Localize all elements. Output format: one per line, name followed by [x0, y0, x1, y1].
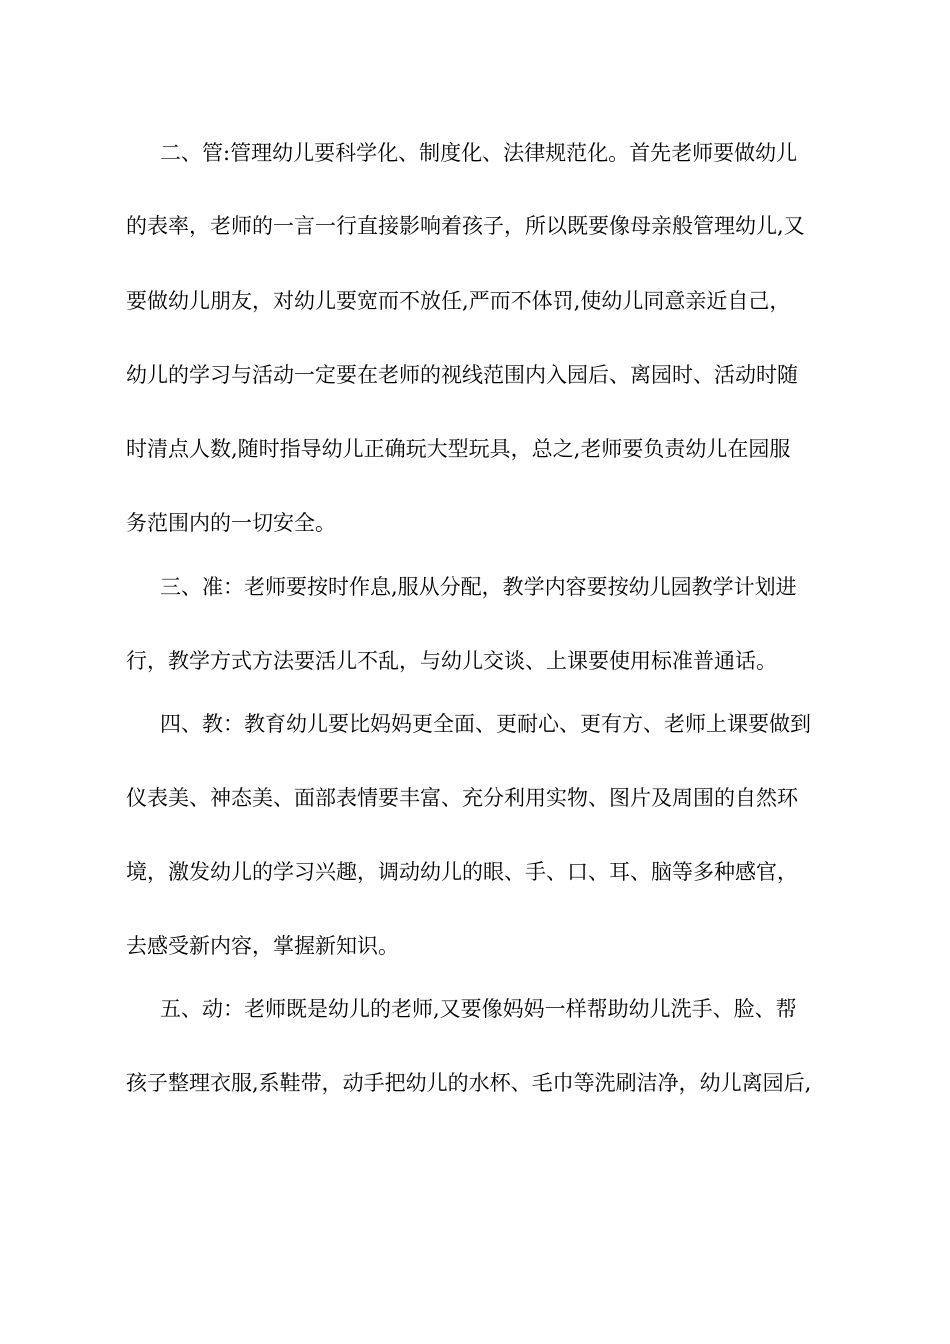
text-line: 五、动：老师既是幼儿的老师,又要像妈妈一样帮助幼儿洗手、脸、帮 [160, 997, 797, 1021]
text-line: 要做幼儿朋友，对幼儿要宽而不放任,严而不体罚,使幼儿同意亲近自己， [126, 289, 791, 313]
text-line: 的表率，老师的一言一行直接影响着孩子，所以既要像母亲般管理幼儿,又 [126, 214, 805, 238]
text-line: 幼儿的学习与活动一定要在老师的视线范围内入园后、离园时、活动时随 [126, 363, 798, 387]
text-line: 境，激发幼儿的学习兴趣，调动幼儿的眼、手、口、耳、脑等多种感官， [126, 860, 798, 884]
text-line: 行，教学方式方法要活儿不乱，与幼儿交谈、上课要使用标准普通话。 [126, 649, 777, 673]
text-line: 二、管:管理幼儿要科学化、制度化、法律规范化。首先老师要做幼儿 [160, 141, 798, 165]
text-line: 四、教：教育幼儿要比妈妈更全面、更耐心、更有方、老师上课要做到 [160, 712, 811, 736]
text-line: 时清点人数,随时指导幼儿正确玩大型玩具，总之,老师要负责幼儿在园服 [126, 437, 791, 461]
text-line: 务范围内的一切安全。 [126, 511, 336, 535]
text-line: 孩子整理衣服,系鞋带，动手把幼儿的水杯、毛巾等洗刷洁净，幼儿离园后, [126, 1071, 812, 1095]
text-line: 三、准：老师要按时作息,服从分配，教学内容要按幼儿园教学计划进 [160, 575, 797, 599]
text-line: 去感受新内容，掌握新知识。 [126, 934, 399, 958]
text-line: 仪表美、神态美、面部表情要丰富、充分利用实物、图片及周围的自然环 [126, 786, 798, 810]
